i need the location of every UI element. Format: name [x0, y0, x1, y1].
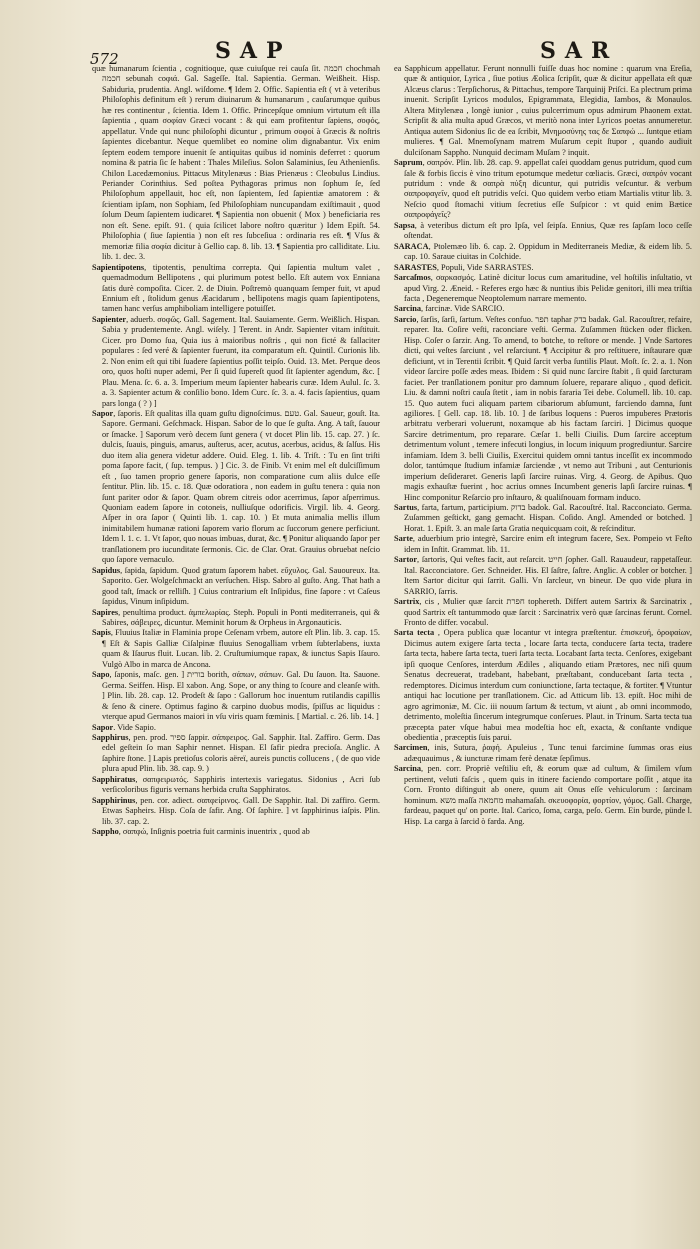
entry-headword: Sapis [92, 628, 111, 638]
entry-text: , Populi, Vide SARRASTES. [436, 262, 534, 272]
entry-text: , cis , Mulier quæ ſarcit חפרת tophereth. Differt autem Sartrix & Sarcinatrix , quod Sartrix eſt tantummodo quæ ſarcit : Sarcinatrix verò quæ ſarcinas ferunt. Cornel. Fronto de differ. vocabul. [404, 597, 692, 628]
entry-text: , aduerb. σοφῶς. Gall. Sagement. Ital. Sauiamente. Germ. Weißlich. Hispan. Sabia y prudentemente. Angl. wiſely. ] Terent. in Andr. Sapienter vitam inſtituit. Cicer. pro Domo ſua, Quia ius à maioribus noſtris , qui non ficté & fallaciter populares : ſed veré & ſapienter fuerunt, ita comparatum eſt. Quintil. Curionis lib. 2. Non enim eſt qui tibi ſuadere ſapientius poſſit teipſo. Ouid. 13. Met. Perque deos oro, quos hoſti nuper ademi, Per ſi quid ſupereſt quod ſit ſapienter agendum, &c. [ Plau. Mena. ſc. 6. a. 3. Imperium meum ſapienter habearis curæ. Idem Aulul. ſc. 3. a. 3. Sapienter actum & conſilio bono. Idem Curc. ſc. 3. a. 4. facis ſapientius, quam pars longa ( ? ) ] [102, 314, 380, 408]
entry-text: , Fluuius Italiæ in Flaminia prope Ceſenam vrbem, autore eſt Plin. lib. 3. cap. 15. ¶ Eſt & Sapis Galliæ Ciſalpinæ fluuius Senogalliam vrbem ſubterlabens, iuxta quam & Iſaurus fluit. Lucan. lib. 2. Cruſtumiumque rapax, & iunctus Sapis Iſauro. Vulgò Albo in marca de Ancona. [102, 628, 380, 669]
entry-text: , σαρκασμός. Latinè dicitur locus cum amaritudine, vel hoſtilis inſultatio, vt apud Virg. 2. Æneid. - Referes ergo hæc & nuntius ibis Pelidæ genitori, illi mea triſtia facta , Degeneremque Neoptolemum narrare memento. [404, 273, 692, 303]
left-running-head: SAP [215, 38, 292, 64]
entry-headword: Sapires [92, 607, 119, 617]
right-column [394, 64, 692, 1239]
dictionary-entry [92, 315, 380, 409]
entry-headword: Sapienter [92, 314, 127, 324]
entry-headword: Sarta tecta [394, 628, 435, 638]
entry-headword: Sarcina [394, 764, 422, 774]
entry-text: , Opera publica quæ locantur vt integra præſtentur. ἐπισκευή, ὀροφαίων, Dicimus autem exigere ſarta tecta , locare ſarta tecta, conducere ſarta tecta, tradere ſarta tecta, habere ſarta tecta, tueri ſarta tecta. Locabant ſarta tecta. Cenſores, exigebant ipſi quoque Cenſores, interdum Ædiles , aliquando etiam Prætores, nec niſi quum Senatus decreuerat, tradebant, habebant, præſtabant, conducebant ſarta tecta , redemptores. Dicimus interdum cum coniunctione, ſarta tectaque, & fortiter. ¶ Vtuntur antiqui hac locutione per tranſlationem. Cic. ad Atticum lib. 13. epiſt. Hoc mihi de agro agrimoniæ, M. Cic. iii nouum ſartum & tectum, vt aiunt , ab omni incommodo, detrimento, moleſtia ſincerum integrumque conſerues. Plaut. in Trinum. Sarta tecta tua præcepta pater vſque habui mea modeſtia hoc eſt, exacta, & conſtante vndique obedientia , præceptis ſuis parui. [404, 628, 692, 742]
dictionary-entry [394, 503, 692, 534]
entry-text: , σαπρόν. Plin. lib. 28. cap. 9. appellat caſei quoddam genus putridum, quod cum ſale & forbis ſiccis è vino tritum epotumque medetur cœliacis. Græci, σαπρόν vocant putridum : vnde & σαπρὰ πύξη dicuntur, qui putridis veſcuntur. & verbum σαπροφαγεῖν, quod eſt putridis veſci. Quo quidem verbo etiam Martialis vtitur lib. 3. Neſcio quod ſtomachi vitium ſecretius eſſe Suſpicor : vt quid enim Bætice σαπροφάγεῖς? [404, 158, 692, 220]
entry-headword: Sartor [394, 555, 418, 565]
dictionary-entry [394, 64, 692, 158]
dictionary-entry [92, 263, 380, 315]
dictionary-entry [394, 158, 692, 221]
dictionary-entry [394, 628, 692, 743]
entry-text: , pen. prod. ספיר ſappir. σάπφειρος. Gal. Sapphir. Ital. Zaffiro. Germ. Das edel geſtein ſo man Saphir nennet. Hispan. El ſafir piedra precioſa. Anglic. A ſaphire ſtone. ] Lapis pretioſus coloris aëreï, aureis punctis collucens , ( de quo vide plura apud Plin. lib. 38. cap. 9. ) [102, 733, 380, 774]
dictionary-entry [394, 221, 692, 242]
dictionary-entry [394, 263, 692, 273]
entry-headword: Sapphirus [92, 733, 129, 742]
entry-headword: Sappho [92, 827, 119, 837]
dictionary-entry [394, 242, 692, 263]
left-column [92, 64, 380, 1239]
dictionary-entry [92, 723, 380, 733]
dictionary-entry [394, 273, 692, 304]
dictionary-entry [394, 315, 692, 503]
page-number: 572 [90, 50, 119, 68]
entry-text: , ſapida, ſapidum. Quod gratum ſaporem habet. εὔχυλος. Gal. Sauoureux. Ita. Saporito. Ger. Wolgeſchmackt an verſuchen. Hisp. Sabro al guſto. Ang. That hath a good taſt, ſmack or relliſh. ] Cuius contrarium eſt Inſipidus, fine ſapore : vt Caſeus ſapidus, Vinum inſipidum. [102, 565, 380, 607]
entry-text: . Vide Sapio. [113, 722, 156, 732]
dictionary-entry [394, 743, 692, 764]
dictionary-entry [92, 566, 380, 608]
entry-text: , aduerbium prio integrè, Sarcire enim eſt integrum facere, Sex. Pompeio vt Feſto idem in Inſtit. Grammat. lib. 11. [404, 534, 692, 554]
dictionary-entry [394, 764, 692, 827]
entry-text: , inis, Sutura, ῥαφή. Apuleius , Tunc tenui farcimine ſummas oras eius adæquauimus , & iuncturæ rimam ferè denatæ ſepſimus. [404, 743, 692, 763]
dictionary-entry [394, 534, 692, 555]
dictionary-entry [92, 796, 380, 827]
entry-text: , à veteribus dictum eſt pro Ipſa, vel ſeipſa. Ennius, Quæ res ſapſam loco ceſſe oſtendat. [404, 220, 692, 241]
entry-headword: Sarcina [394, 304, 422, 314]
entry-text: , penultima product. ἀμπελωρίας. Steph. Populi in Ponti mediterraneis, qui & Sabires, σάβειρες, dicuntur. Meminit horum & Orpheus in Argonauticis. [102, 607, 380, 628]
entry-text: , farta, fartum, participium. בדוק badok. Gal. Racouſtré. Ital. Racconciato. Germa. Zuſammen geſtickt, gang gemacht. Hispan. Coſido. Angl. Amended or botched. ] Horat. 1. Epiſt. 3. an male ſarta Gratia nequicquam coit, & reſcinditur. [404, 503, 692, 533]
right-running-head: SAR [540, 38, 619, 64]
entry-text: , tipotentis, penultima correpta. Qui ſapientia multum valet , quemadmodum Bellipotens , qui plurimum potest bello. Eſt autem vox Enniana ſatis durè compoſita. Cicer. 2. de Diuin. Poſtremò quanquam ſemper fuit, vt apud Ennium eſt , ſtolidum genus Æacidarum , bellipotens magis quam ſapientipotens, tamen hanc verſus amphiboliam intelligere potuiſſet. [102, 262, 380, 314]
dictionary-entry [92, 409, 380, 566]
entry-headword: Sarcaſmos [394, 273, 431, 283]
entry-text: , Ptolemæo lib. 6. cap. 2. Oppidum in Mediterraneis Mediæ, & eidem lib. 5. cap. 10. Saraue ciuitas in Colchide. [404, 241, 692, 262]
entry-headword: Sapphiratus [92, 774, 136, 784]
entry-text: , pen. cor. adiect. σαπφείρινος. Gall. De Sapphir. Ital. Di zaffiro. Germ. Etwas Sapheirs. Hisp. Coſa de ſafir. Ang. Of ſaphire. ] vt ſapphirinus iaſpis. Plin. lib. 37. cap. 2. [102, 795, 380, 826]
entry-headword: Sapidus [92, 565, 121, 575]
dictionary-entry [92, 775, 380, 796]
entry-headword: SARACA [394, 241, 429, 251]
entry-headword: Sapor [92, 408, 114, 418]
entry-text: , farcinæ. Vide SARCIO. [421, 304, 505, 314]
dictionary-entry [92, 628, 380, 670]
entry-headword: Sarcio [394, 314, 417, 324]
entry-text: , σαπφώ, Inſignis poetria fuit carminis inuentrix , quod ab [118, 827, 310, 837]
entry-headword: Saprum [394, 158, 423, 168]
dictionary-entry [92, 827, 380, 837]
column-gutter [382, 60, 390, 1240]
entry-text: ea Sapphicum appellatur. Ferunt nonnulli fuiſſe duas hoc nomine : quarum vna Ereſia, quæ & antiquior, Lyrica , ſiue potius Æolica ſcripſit, quæ & dicitur appellata eſt quæ Alcæus clarus : Terpſichorus, & Pittachus, tempore Tarquinij Priſci. Ea plectrum prima inuenit. Scripſit Lyricos modulos, Epigrammata, Elegidia, Iambos, & Monaulos. Altera Mitylenæa , longè iunior , cuius pulcerrimum opus admirum Phaonem extat. Scripſit & alia multa apud Græcos, vt meritò nona inter Lyricos poetas annumeretur. Antiqua autem Sidonius ſic de ea ſcribit, Μνημοσύνης τας δε Σαπφώ ... ſuntque etiam mulieres. ¶ Gal. Mnemoſynam matrem Muſarum cepit ſtupor , quando audiuit dulciſonam Sappho. Nunquid decimam Muſam ? inquit. [394, 64, 692, 157]
entry-headword: Sarcimen [394, 743, 428, 753]
dictionary-entry [92, 733, 380, 775]
entry-text: , ſartoris, Qui veſtes facit, aut reſarcit. חייט ʃopher. Gall. Rauaudeur, rappetaſſeur. Ital. Racconciatore. Ger. Schneider. His. El ſaſtre, ſaſtre. Anglic. A cobler or botcher. ] Item Sartor dicitur qui ſarrit. Galli. Vn ſarcleur, vn bineur. De quo vide plura in SARRIO, ſarris. [404, 555, 692, 596]
entry-text: , pen. corr. Propriè veſtiliu eſt, & eorum quæ ad cultum, & ſimilem vſum pertinent, veluti faſcis , quem quis in itinere faciendo comportare poſſit , atque ita Corn. Fronto diſtinguit ab onere, quum ait Onus eſſe vehiculorum : ſarcinam hominum. משא maſſa מחמאה mahamaſah. σκευοφορία, φορτίον, γόμος. Gall. Charge, fardeau, paquet qu' on porte. Ital. Carico, ſoma, carga, peſo. Germ. Ein burde, pünde l. Hisp. La carga à ſarcid ò farda. Ang. [404, 764, 692, 826]
entry-text: , σαπφειρωτός. Sapphiris intertexis variegatus. Sidonius , Acri ſub verſicoloribus figuris vernans herbida cruſta Sapphiratos. [102, 774, 380, 795]
dictionary-entry [92, 670, 380, 722]
page-header [0, 0, 700, 68]
entry-headword: Sartus [394, 503, 418, 513]
entry-headword: Sapo [92, 670, 110, 680]
entry-text: quæ humanarum ſcientia , cognitioque, quæ cuiuſque rei cauſa ſit. חכמה chochmah חכמה sebunah cοφιά. Gal. Sageſſe. Ital. Sapientia. German. Weißheit. Hisp. Sabiduria, prudentia. Angl. wiſdome. ¶ Idem 2. Offic. Sapientia eſt ( vt à veteribus Philoſophis definitum eſt ) rerum diuinarum & humanarum , cauſarumque quibus hæ res continentur , ſcientia. Idem 1. Offic. Princepſque omnium virtutum eſt illa ſapientia , quam σοφίαν Græci vocant : & qui eam profitentur ſapiens, σοφός, appellatur. Vnde qui nunc philoſophi dicuntur , primum σοφοί à Græcis & noſtris ſapientes dicebantur. Neque quemlibet eo nomine olim dignabantur. Vix enim ſeptem eodem tempore inuenit ſe antiquitas quibus id nominis deferret : quorum nomina & patria ſic ſe habent : Thales Mileſius. Solon Salaminius, ſeu Athenienſis. Chilon Lacedæmonius. Pittacus Mitylenæus : Bias Prienæus : Cleobulus Lindius. Periander Corinthius. Sed poſtea Pythagoras primus non ſophum ſe, ſed Philoſophum appellauit, hoc eſt, non ſapientem, ſed ſapientiæ amatorem : & ſcientiam ipſam, non Sophiam, ſed Philoſophiam nuncupandam exiſtimauit , quod ſolum Deum ſapientem iudicaret. ¶ Sapientia non obuenit ( Mox ) beneficiaria res non eſt. Sene. epiſt. 91. ( quia ſcilicet labore noſtro quæritur ) Idem Epiſt. 54. Philoſophia ( ſiue ſapientia ) non eſt res ſubceſiua : ordinaria res eſt. ¶ Vſus & memoriæ filia σοφία dicitur à Gellio cap. 8. lib. 13. ¶ Sapientia pro calliditate. Liu. lib. 1. dec. 3. [92, 64, 380, 262]
dictionary-entry [92, 608, 380, 629]
entry-headword: Sapientipotens [92, 262, 145, 272]
entry-headword: Sapphirinus [92, 795, 136, 805]
entry-text: , ſaporis. Eſt qualitas illa quam guſtu dignoſcimus. טעם. Gal. Saueur, gouſt. Ita. Sapore. Germani. Geſchmack. Hispan. Sabor de lo que ſe guſta. Ang. A taſt, ſauour or ſmacke. ] Saporum verò decem ſunt genera ( vt docet Plin lib. 15. cap. 27. ) ſc. dulcis, ſuauis, pinguis, amarus, auſterus, acer, acutus, acerbus, acidus, & ſalſus. His duo item alia genera videtur addere. Ouid. Eleg. 1. lib. 4. Triſt. : Tu en ſint triſti poma ſapore facit, ( ſup. tempus. ) ] Cic. 3. de Finib. Vt enim mel eſt dulciſſimum eſt , ſuo tamen proprio genere ſaporis, non comparatione cum aliis dulce eſſe ſentitur. Plin. lib. 15. c. 18. Quæ odoratiora , non eadem in guſtu tenera : quia non ſunt pariter odor & ſapor. Quam obrem citreis odor acerrimus, ſapor aſperrimus. Quoniam eadem ſapore in cotoneis, nulliuſque odorificis. Virgil. lib. 4. Georg. Aſper in ora ſapor ( Quinti lib. 1. cap. 10. ) Et muta animalia mellis illum inimitabilem humanæ rationi ſaporem vario florum ac ſuccorum genere perficiunt. Idem l. 1. c. 1. Vt ſapor, quo nouas imbuas, durat, &c. ¶ Ponitur aliquando ſapor per tranſlationem pro iucunditate ſermonis. Cic. de Clar. Orat. Grauius obruebat neſcio quo ſapore vernaculo. [102, 408, 380, 565]
entry-headword: Sapsa [394, 220, 415, 230]
entry-text: , ſarſis, ſarſi, ſartum. Veſtes confuo. תפר taphar בדק badak. Gal. Racouſtrer, refaire, reparer. Ita. Coſire veſti, raconciare veſti. Germa. Zuſammen ſtücken oder flicken. Hisp. Coſer o ſarzir. Ang. To amend, to botche, to reſtore or mende. ] Vnde Sartores dicti, qui veſtes ſarciunt , vel reſarciunt. ¶ Accipitur & pro reſtituere, inſtaurare quæ deficiunt, vt in Terentii ſcribit. ¶ Quid ſarcit verba ſuntilis Plaut. Moſt. ſc. 2. a. 1. Non videor ſarcire poſſe ædes meas. Ibidem : Si quid nunc ſarcire ſtabit , ſi quid ſarcturam faciet. Per tranſlationem ponitur pro damnum ſoluere, reparare aliquo , quod deficit. Liu. & damni noſtri cauſa ſtetit , iam in nobis fararia Tei debe. Columell. lib. 10. cap. 15. Quo autem fuci aliquam partem cibariorum abſumunt, farciendo damna, ſunt agiliores. [ Gell. cap. 18. lib. 10. ] de ſaribus loquens : Pueros impuberes Prætoris arbitratu verberari voluerunt, noxamque ab his factam ſarciri. ] Dicimus quoque Sarcire detrimentum, pro reparare. Cæſar 1. belli Ciuilis. Dum ſarcire acceptum detrimentum volunt , temere infecuti longius, in locum iniquum progrediuntur. Sarcire infamiam. Idem 3. belli Ciuilis, Exercitui quidem omni tantus inceſſit ex incommodo dolor, tantúmque ſtudium infamiæ ſarciendæ , vt nemo aut Tribuni , aut Centurionis imperium deſideraret. Generis lapſi ſarcire ruinas. Virg. 4. Georg. de Apibus. Quo magis exhauſtæ fuerint , hoc acrius omnes Incumbent generis lapſi ſarcire ruinas. ¶ Hinc componitur Reſarcio pro inſtauro, & qualiſnouam formam induco. [404, 314, 692, 502]
entry-headword: Sarte [394, 534, 413, 544]
dictionary-entry [92, 64, 380, 263]
dictionary-entry [394, 304, 692, 314]
entry-headword: Sartrix [394, 597, 420, 607]
dictionary-entry [394, 555, 692, 597]
entry-headword: Sapor [92, 722, 114, 732]
dictionary-entry [394, 597, 692, 628]
entry-headword: SARASTES [394, 262, 437, 272]
entry-text: , ſaponis, maſc. gen. ] בורית borith, σάπων, σάπων. Gal. Du ſauon. Ita. Sauone. Germa. Seiffen. Hisp. El xabon. Ang. Sope, or any thing to ſcoure and cleanſe with. ] Plin. lib. 28. cap. 12. Prodeſt & ſapo : Gallorum hoc inuentum rutilandis capillis & ſeno & cinere. Optimus fagino & carpino duobus modis, ſpiſſus ac liquidus : vterque apud Germanos maiori in vſu viris quam fœminis. [ Martial. c. 26. lib. 14. ] [102, 670, 380, 722]
